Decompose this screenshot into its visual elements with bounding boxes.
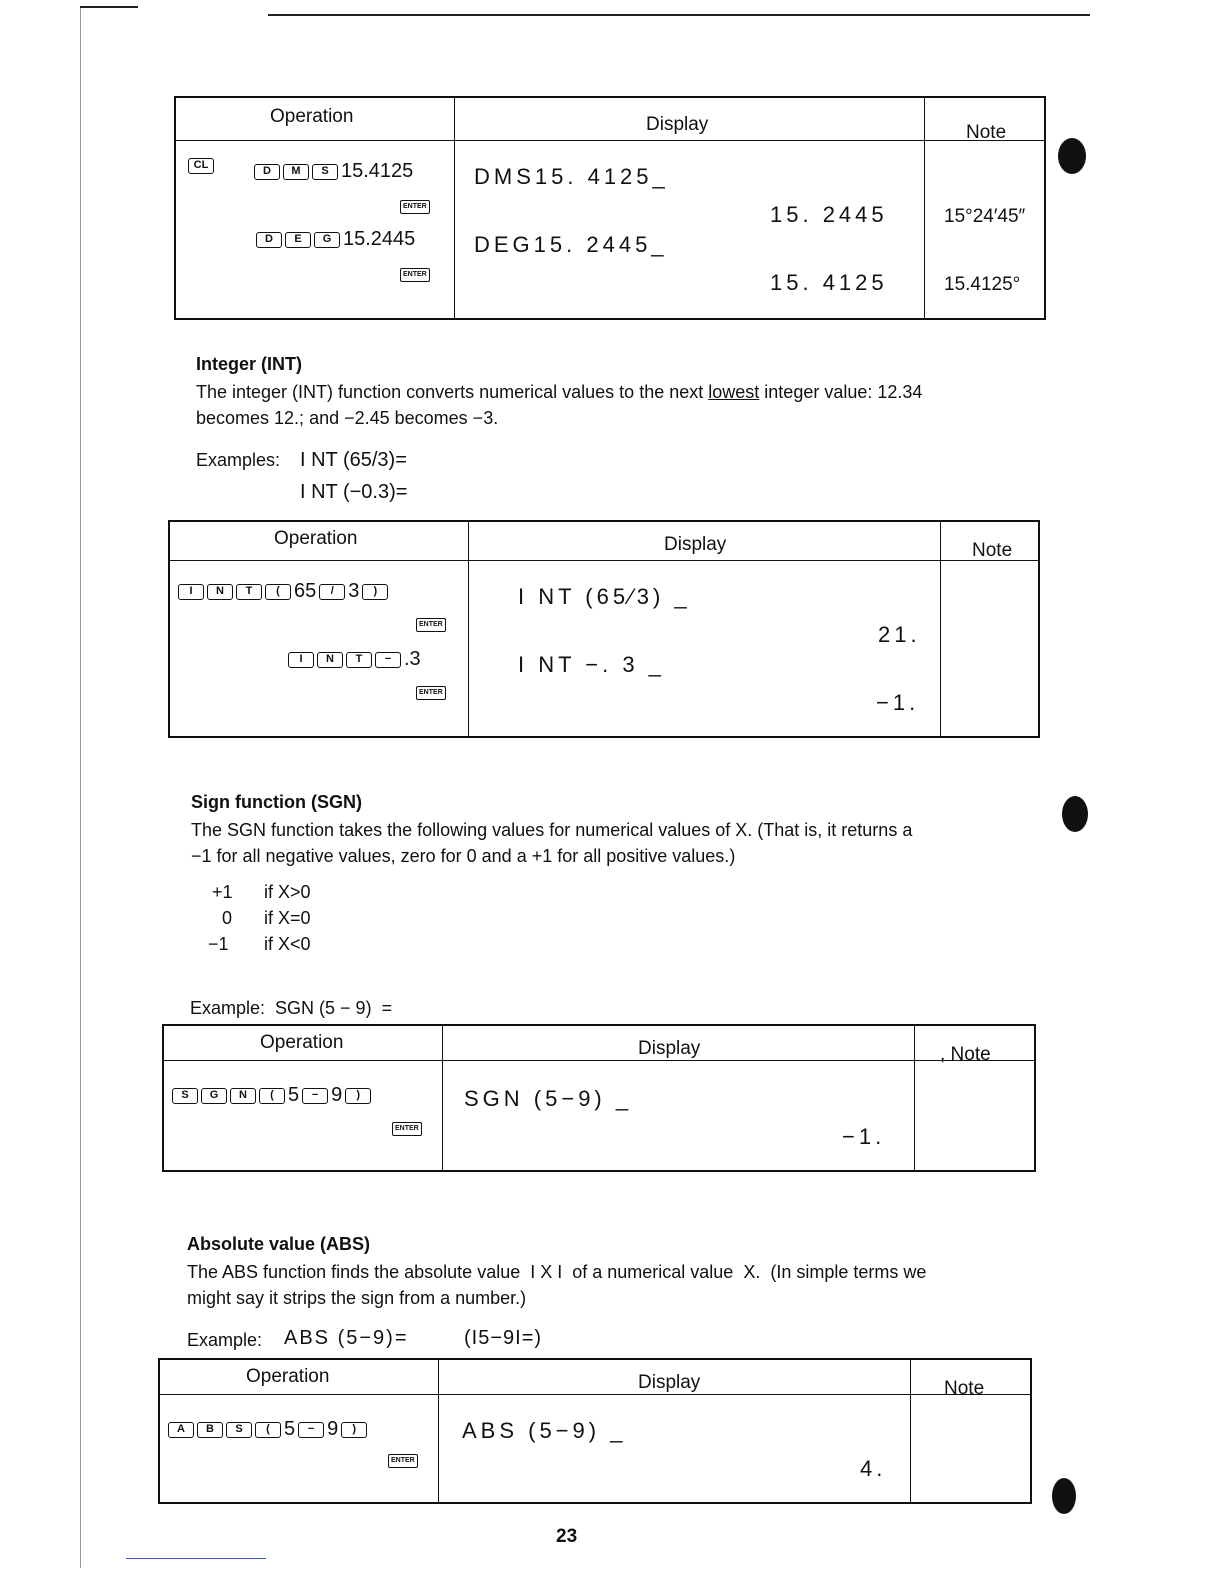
int-body-line2: becomes 12.; and −2.45 becomes −3. (196, 408, 499, 428)
key-minus[interactable]: − (298, 1422, 324, 1438)
sgn-case-2-cond: if X=0 (264, 908, 311, 928)
sgn-body-line1: The SGN function takes the following values for numerical values of X. (That is, it returns a (191, 820, 913, 840)
abs-heading: Absolute value (ABS) (187, 1234, 371, 1254)
dms-row1-operation (254, 160, 413, 183)
sgn-case-3-cond: if X<0 (264, 934, 311, 954)
header-note: Note (966, 122, 1007, 143)
sgn-example: Example: SGN (5 − 9) = (190, 998, 393, 1018)
dms-row3-value: 15.2445 (343, 228, 416, 250)
key-enter[interactable]: ENTER (400, 268, 430, 282)
int-row3-operation: I N T − .3 (288, 648, 421, 671)
header-note: Note (944, 1378, 985, 1399)
abs-example-label: Example: (187, 1330, 263, 1350)
sgn-row2-operation (392, 1122, 422, 1136)
header-note: Note (972, 540, 1013, 561)
dms-row4-operation (400, 268, 430, 282)
punch-hole-mark (1058, 138, 1086, 174)
abs-table (158, 1358, 1032, 1504)
top-rule-left (80, 6, 138, 8)
int-row4-display: −1. (876, 690, 920, 715)
int-row3-display: I NT −. 3 _ (518, 652, 665, 677)
sgn-row1-display: SGN (5−9) _ (464, 1086, 633, 1111)
int-heading: Integer (INT) (196, 354, 302, 374)
abs-example-alt: (I5−9I=) (464, 1327, 543, 1349)
key-open-paren[interactable]: ( (255, 1422, 281, 1438)
sgn-case-1-cond: if X>0 (264, 882, 311, 902)
key-enter[interactable]: ENTER (416, 618, 446, 632)
dms-row4-display: 15. 4125 (770, 270, 888, 295)
key-enter[interactable]: ENTER (388, 1454, 418, 1468)
dms-row4-note: 15.4125° (944, 274, 1021, 295)
dms-row2-display: 15. 2445 (770, 202, 888, 227)
key-enter[interactable]: ENTER (416, 686, 446, 700)
dms-row1-clear (188, 158, 214, 174)
key-close-paren[interactable]: ) (345, 1088, 371, 1104)
key-t[interactable]: T (346, 652, 372, 668)
int-examples-label: Examples: (196, 450, 281, 470)
dms-row1-value: 15.4125 (341, 160, 414, 182)
header-display: Display (638, 1038, 701, 1059)
binding-margin (80, 8, 81, 1568)
dms-row1-display: DMS15. 4125_ (474, 164, 669, 189)
int-row4-operation (416, 686, 446, 700)
sgn-body-line2: −1 for all negative values, zero for 0 and a +1 for all positive values.) (191, 846, 736, 866)
key-close-paren[interactable]: ) (362, 584, 388, 600)
key-enter[interactable]: ENTER (392, 1122, 422, 1136)
dms-row2-operation (400, 200, 430, 214)
sgn-row1-operation: S G N ( 5 − 9 ) (172, 1084, 371, 1107)
key-enter[interactable]: ENTER (400, 200, 430, 214)
key-a[interactable]: A (168, 1422, 194, 1438)
dms-row3-operation (256, 228, 415, 251)
dms-row2-note: 15°24′45″ (944, 206, 1026, 227)
header-note: , Note (940, 1044, 991, 1065)
sgn-heading: Sign function (SGN) (191, 792, 362, 812)
key-open-paren[interactable]: ( (259, 1088, 285, 1104)
abs-body-line2: might say it strips the sign from a number.) (187, 1288, 527, 1308)
sgn-row2-display: −1. (842, 1124, 886, 1149)
abs-row2-display: 4. (860, 1456, 887, 1481)
abs-row1-operation: A B S ( 5 − 9 ) (168, 1418, 367, 1441)
key-i[interactable]: I (288, 652, 314, 668)
punch-hole-mark (1062, 796, 1088, 832)
key-n[interactable]: N (230, 1088, 256, 1104)
sgn-case-3-value: −1 (208, 934, 229, 954)
key-d[interactable]: D (256, 232, 282, 248)
key-minus[interactable]: − (375, 652, 401, 668)
abs-example-expr: ABS (5−9)= (284, 1327, 409, 1349)
key-open-paren[interactable]: ( (265, 584, 291, 600)
key-i[interactable]: I (178, 584, 204, 600)
dms-row3-display: DEG15. 2445_ (474, 232, 668, 257)
page-number: 23 (556, 1526, 578, 1547)
header-display: Display (664, 534, 727, 555)
key-t[interactable]: T (236, 584, 262, 600)
int-row2-display: 21. (878, 622, 921, 647)
key-cl[interactable]: CL (188, 158, 214, 174)
dms-table (174, 96, 1046, 320)
key-g[interactable]: G (314, 232, 340, 248)
key-g[interactable]: G (201, 1088, 227, 1104)
header-operation: Operation (274, 528, 358, 549)
header-display: Display (646, 114, 709, 135)
key-divide[interactable]: / (319, 584, 345, 600)
sgn-case-1-value: +1 (212, 882, 233, 902)
key-d[interactable]: D (254, 164, 280, 180)
abs-row1-display: ABS (5−9) _ (462, 1418, 627, 1443)
int-row1-operation: I N T ( 65 / 3 ) (178, 580, 388, 603)
top-rule (268, 14, 1090, 16)
int-body-line1: The integer (INT) function converts numerical values to the next lowest integer value: 12.34 (196, 382, 923, 402)
header-operation: Operation (246, 1366, 330, 1387)
header-display: Display (638, 1372, 701, 1393)
lowest-emphasis: lowest (708, 382, 760, 402)
sgn-case-2-value: 0 (222, 908, 233, 928)
int-example-2: I NT (−0.3)= (300, 481, 408, 503)
int-table (168, 520, 1040, 738)
int-row2-operation (416, 618, 446, 632)
key-n[interactable]: N (317, 652, 343, 668)
key-minus[interactable]: − (302, 1088, 328, 1104)
abs-row2-operation (388, 1454, 418, 1468)
sgn-table (162, 1024, 1036, 1172)
key-close-paren[interactable]: ) (341, 1422, 367, 1438)
key-m[interactable]: M (283, 164, 309, 180)
abs-body-line1: The ABS function finds the absolute value I X I of a numerical value X. (In simple terms we (187, 1262, 927, 1282)
key-n[interactable]: N (207, 584, 233, 600)
key-s[interactable]: S (172, 1088, 198, 1104)
key-s[interactable]: S (312, 164, 338, 180)
header-operation: Operation (270, 106, 354, 127)
footer-rule (126, 1558, 266, 1559)
punch-hole-mark (1052, 1478, 1076, 1514)
int-example-1: I NT (65/3)= (300, 449, 407, 471)
key-e[interactable]: E (285, 232, 311, 248)
key-b[interactable]: B (197, 1422, 223, 1438)
header-operation: Operation (260, 1032, 344, 1053)
int-row1-display: I NT (65⁄3) _ (518, 584, 691, 609)
key-s[interactable]: S (226, 1422, 252, 1438)
